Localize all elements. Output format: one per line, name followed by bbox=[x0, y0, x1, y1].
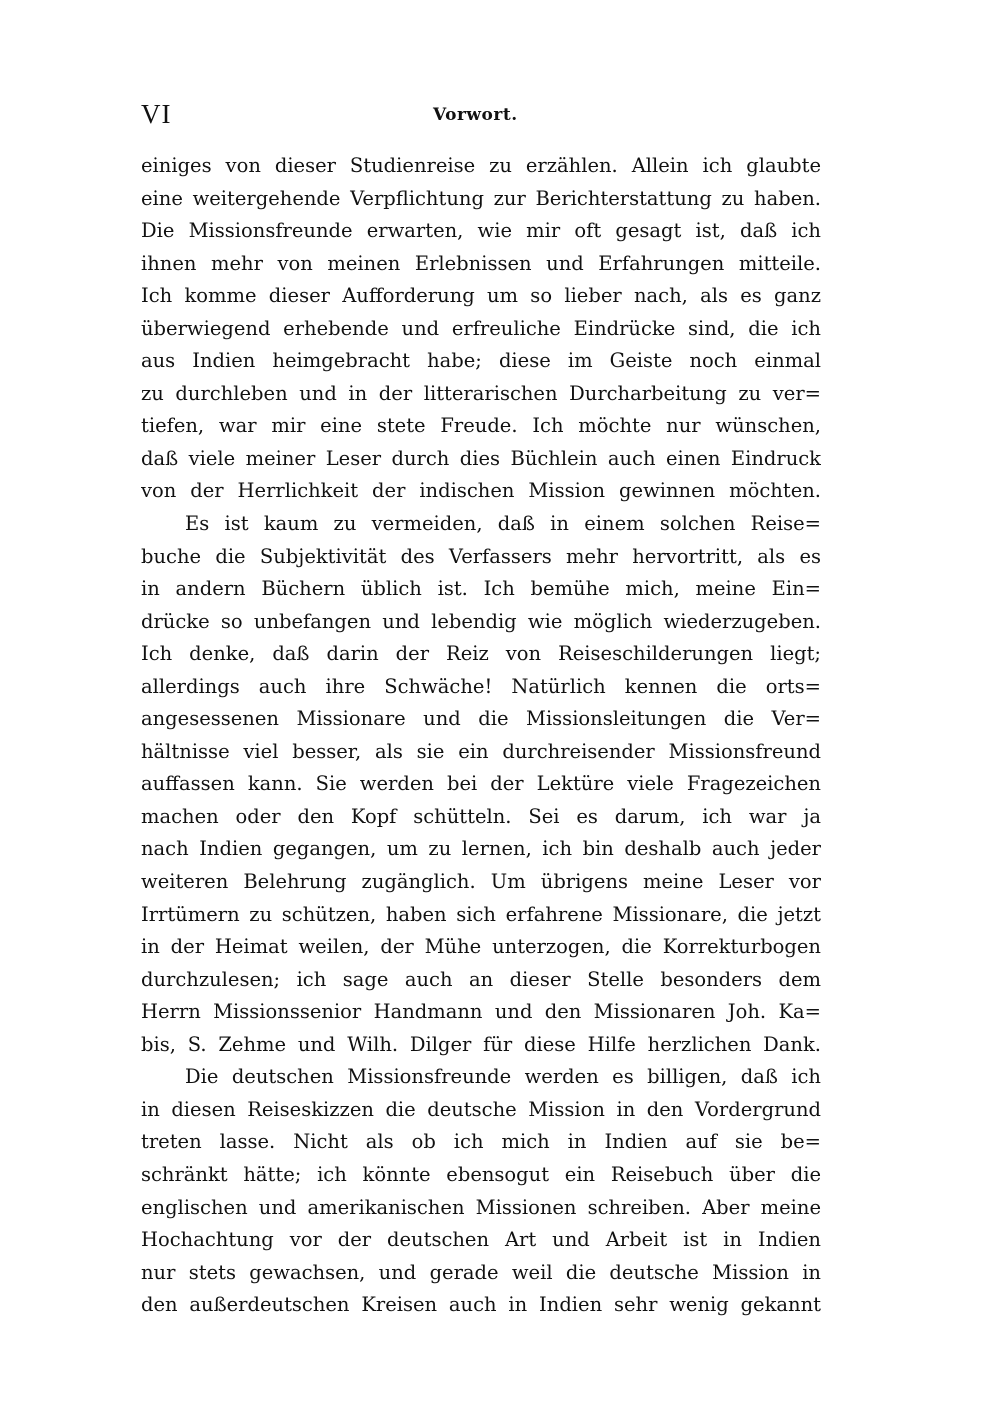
text-line: buche die Subjektivität des Verfassers mehr hervortritt, als es bbox=[141, 544, 821, 568]
text-line: überwiegend erhebende und erfreuliche Eindrücke sind, die ich bbox=[141, 316, 821, 340]
text-line: allerdings auch ihre Schwäche! Natürlich kennen die orts= bbox=[141, 674, 821, 698]
text-line: Ich denke, daß darin der Reiz von Reiseschilderungen liegt; bbox=[141, 642, 821, 666]
text-line: einiges von dieser Studienreise zu erzählen. Allein ich glaubte bbox=[141, 154, 821, 177]
body-text bbox=[141, 150, 821, 1322]
text-line: machen oder den Kopf schütteln. Sei es darum, ich war ja bbox=[141, 804, 821, 828]
paragraph-start-line: Es ist kaum zu vermeiden, daß in einem solchen Reise= bbox=[185, 512, 821, 536]
text-line: in der Heimat weilen, der Mühe unterzogen, die Korrekturbogen bbox=[141, 935, 821, 959]
text-line: weiteren Belehrung zugänglich. Um übrigens meine Leser vor bbox=[141, 870, 821, 894]
text-line: Die Missionsfreunde erwarten, wie mir oft gesagt ist, daß ich bbox=[141, 219, 821, 243]
text-line: angesessenen Missionare und die Missionsleitungen die Ver= bbox=[141, 707, 821, 731]
text-line: treten lasse. Nicht als ob ich mich in Indien auf sie be= bbox=[141, 1130, 821, 1154]
text-line: eine weitergehende Verpflichtung zur Berichterstattung zu haben. bbox=[141, 186, 821, 210]
text-line: von der Herrlichkeit der indischen Mission gewinnen möchten. bbox=[141, 479, 821, 503]
page-number: VI bbox=[141, 99, 172, 129]
text-line: hältnisse viel besser, als sie ein durchreisender Missionsfreund bbox=[141, 739, 821, 763]
text-line: Hochachtung vor der deutschen Art und Arbeit ist in Indien bbox=[141, 1228, 821, 1252]
text-line: Irrtümern zu schützen, haben sich erfahrene Missionare, die jetzt bbox=[141, 902, 821, 926]
text-line: ihnen mehr von meinen Erlebnissen und Erfahrungen mitteile. bbox=[141, 251, 821, 275]
text-line: nach Indien gegangen, um zu lernen, ich bin deshalb auch jeder bbox=[141, 837, 821, 861]
text-line: auffassen kann. Sie werden bei der Lektüre viele Fragezeichen bbox=[141, 772, 821, 796]
page-header bbox=[141, 96, 821, 132]
text-line: durchzulesen; ich sage auch an dieser Stelle besonders dem bbox=[141, 967, 821, 991]
text-line: tiefen, war mir eine stete Freude. Ich möchte nur wünschen, bbox=[141, 414, 821, 438]
text-line: schränkt hätte; ich könnte ebensogut ein Reisebuch über die bbox=[141, 1162, 821, 1186]
text-line: Herrn Missionssenior Handmann und den Missionaren Joh. Ka= bbox=[141, 1000, 821, 1024]
text-line: aus Indien heimgebracht habe; diese im Geiste noch einmal bbox=[141, 349, 821, 373]
text-line: zu durchleben und in der litterarischen Durcharbeitung zu ver= bbox=[141, 381, 821, 405]
text-line: drücke so unbefangen und lebendig wie möglich wiederzugeben. bbox=[141, 609, 821, 633]
text-line: den außerdeutschen Kreisen auch in Indien sehr wenig gekannt bbox=[141, 1293, 821, 1317]
text-line: bis, S. Zehme und Wilh. Dilger für diese Hilfe herzlichen Dank. bbox=[141, 1032, 821, 1056]
paragraph-start-line: Die deutschen Missionsfreunde werden es billigen, daß ich bbox=[185, 1065, 821, 1089]
text-line: in andern Büchern üblich ist. Ich bemühe mich, meine Ein= bbox=[141, 577, 821, 601]
text-line: nur stets gewachsen, und gerade weil die deutsche Mission in bbox=[141, 1260, 821, 1284]
text-line: in diesen Reiseskizzen die deutsche Mission in den Vordergrund bbox=[141, 1097, 821, 1121]
running-title: Vorwort. bbox=[433, 105, 518, 125]
text-line: englischen und amerikanischen Missionen schreiben. Aber meine bbox=[141, 1195, 821, 1219]
text-line: daß viele meiner Leser durch dies Büchlein auch einen Eindruck bbox=[141, 446, 821, 470]
text-line: Ich komme dieser Aufforderung um so lieber nach, als es ganz bbox=[141, 284, 821, 308]
